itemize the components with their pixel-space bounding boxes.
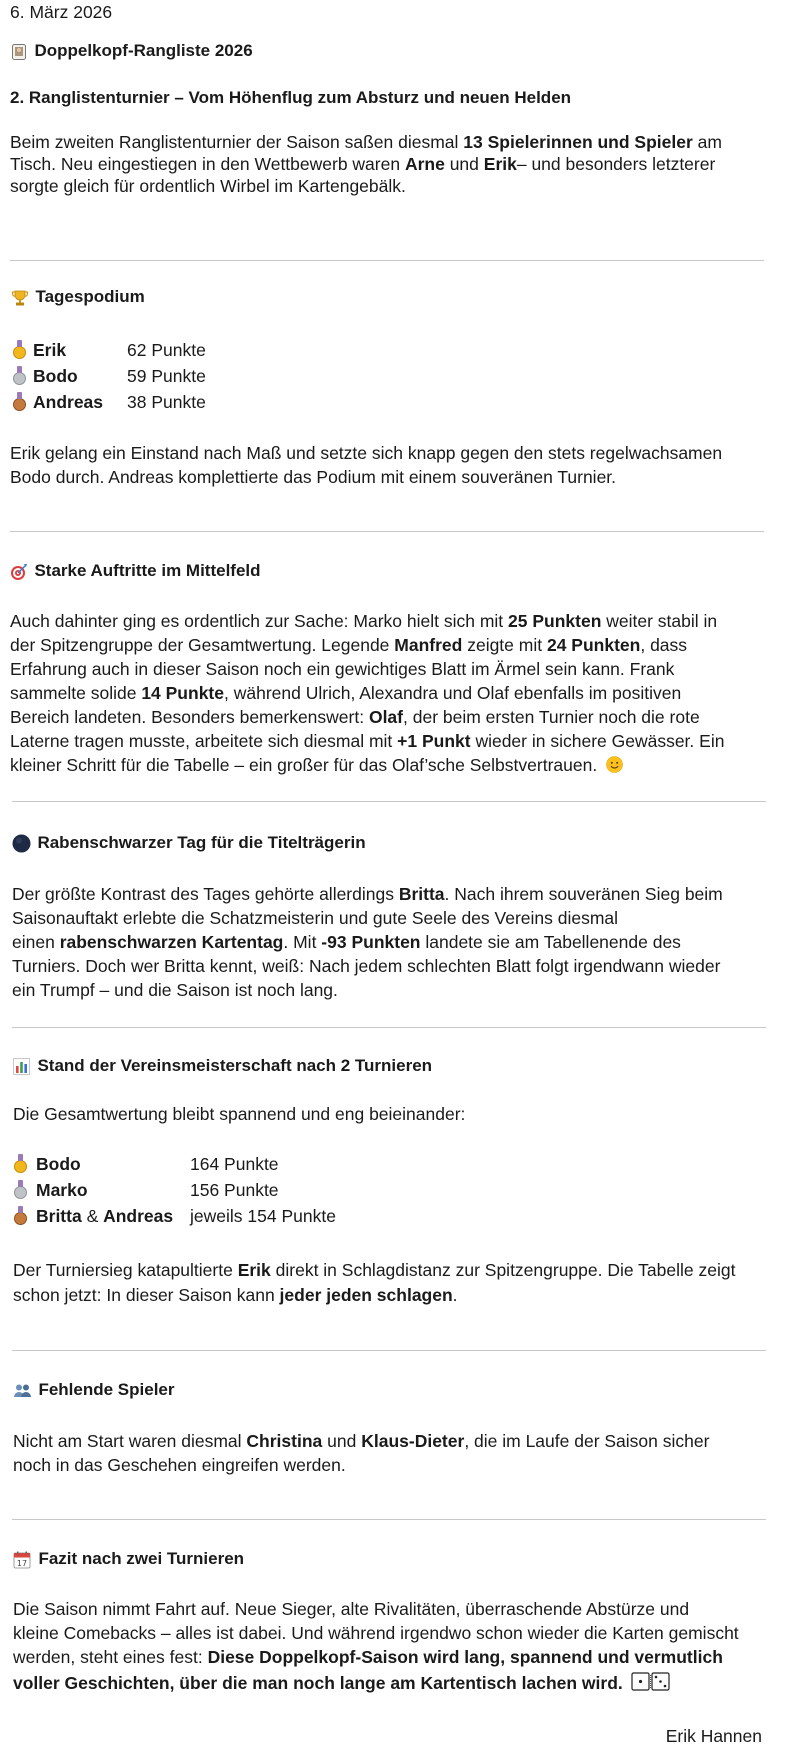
podium-text: Bodo durch. Andreas komplettierte das Podium mit einem souveränen Turnier. <box>10 467 617 487</box>
dark-text: Turniers. Doch wer Britta kennt, weiß: Nach jedem schlechten Blatt folgt irgendwann wieder <box>12 956 721 976</box>
divider <box>12 801 766 802</box>
dark-text: Saisonauftakt erlebte die Schatzmeisterin und gute Seele des Vereins diesmal <box>12 908 619 928</box>
standings-points: jeweils 154 Punkte <box>190 1206 336 1226</box>
standings-name: Marko <box>36 1180 88 1200</box>
mid-text: Laterne tragen musste, arbeitete sich diesmal mit +1 Punkt wieder in sichere Gewässer. Ein <box>10 731 725 751</box>
subtitle: 2. Ranglistenturnier – Vom Höhenflug zum Absturz und neuen Helden <box>10 88 572 107</box>
conclusion-heading: Fazit nach zwei Turnieren <box>38 1549 245 1568</box>
target-icon <box>10 563 28 581</box>
podium-points: 38 Punkte <box>127 392 206 412</box>
dark-text: Der größte Kontrast des Tages gehörte allerdings Britta. Nach ihrem souveränen Sieg beim <box>12 884 723 904</box>
dark-heading: Rabenschwarzer Tag für die Titelträgerin <box>37 833 366 852</box>
calendar-icon <box>13 1551 31 1569</box>
svg-text:17: 17 <box>16 1558 28 1568</box>
trophy-icon <box>11 289 29 307</box>
document-title: Doppelkopf-Rangliste 2026 <box>34 41 253 60</box>
title-line <box>11 41 253 61</box>
podium-heading-line <box>11 287 145 307</box>
mid-text: Auch dahinter ging es ordentlich zur Sache: Marko hielt sich mit 25 Punkten weiter stabil in <box>10 611 718 631</box>
podium-name: Bodo <box>33 366 78 386</box>
divider <box>12 1519 766 1520</box>
divider <box>10 531 764 532</box>
standings-intro: Die Gesamtwertung bleibt spannend und eng beieinander: <box>13 1104 466 1124</box>
smiley-icon <box>606 755 623 772</box>
date: 6. März 2026 <box>10 2 113 22</box>
intro-line: Tisch. Neu eingestiegen in den Wettbewerb waren Arne und Erik– und besonders letzterer <box>10 154 716 174</box>
podium-text: Erik gelang ein Einstand nach Maß und setzte sich knapp gegen den stets regelwachsamen <box>10 443 723 463</box>
conclusion-text: voller Geschichten, über die man noch lange am Kartentisch lachen wird. <box>13 1671 671 1695</box>
standings-text: schon jetzt: In dieser Saison kann jeder jeden schlagen. <box>13 1285 458 1305</box>
podium-name: Erik <box>33 340 67 360</box>
standings-name: Bodo <box>36 1154 81 1174</box>
bronze-medal-icon <box>13 398 26 411</box>
silver-medal-icon <box>14 1186 27 1199</box>
standings-heading-line <box>13 1056 432 1076</box>
intro-line: sorgte gleich für ordentlich Wirbel im Kartengebälk. <box>10 176 406 196</box>
divider <box>12 1027 766 1028</box>
mid-text: sammelte solide 14 Punkte, während Ulrich, Alexandra und Olaf ebenfalls im positiven <box>10 683 682 703</box>
mid-text: kleiner Schritt für die Tabelle – ein großer für das Olaf’sche Selbstvertrauen. <box>10 753 623 777</box>
silver-medal-icon <box>13 372 26 385</box>
conclusion-text: werden, steht eines fest: Diese Doppelkopf-Saison wird lang, spannend und vermutlich <box>13 1647 723 1667</box>
standings-points: 164 Punkte <box>190 1154 279 1174</box>
people-icon <box>13 1383 32 1399</box>
conclusion-text: kleine Comebacks – alles ist dabei. Und während irgendwo schon wieder die Karten gemischt <box>13 1623 739 1643</box>
standings-text: Der Turniersieg katapultierte Erik direkt in Schlagdistanz zur Spitzengruppe. Die Tabelle zeigt <box>13 1260 736 1280</box>
intro-line: Beim zweiten Ranglistenturnier der Saison saßen diesmal 13 Spielerinnen und Spieler am <box>10 132 722 152</box>
missing-heading: Fehlende Spieler <box>38 1380 175 1399</box>
missing-text: Nicht am Start waren diesmal Christina und Klaus-Dieter, die im Laufe der Saison sicher <box>13 1431 710 1451</box>
black-circle-icon <box>12 834 31 853</box>
conclusion-text: Die Saison nimmt Fahrt auf. Neue Sieger, alte Rivalitäten, überraschende Abstürze und <box>13 1599 690 1619</box>
author: Erik Hannen <box>665 1726 762 1746</box>
bar-chart-icon <box>13 1058 30 1075</box>
mid-text: Bereich landeten. Besonders bemerkenswert: Olaf, der beim ersten Turnier noch die rote <box>10 707 700 727</box>
divider <box>12 1350 766 1351</box>
dark-heading-line <box>12 833 366 853</box>
missing-text: noch in das Geschehen eingreifen werden. <box>13 1455 346 1475</box>
mid-heading-line <box>10 561 261 581</box>
podium-points: 62 Punkte <box>127 340 206 360</box>
gold-medal-icon <box>13 346 26 359</box>
standings-points: 156 Punkte <box>190 1180 279 1200</box>
dice-icon <box>631 1671 671 1691</box>
playing-card-icon <box>11 43 27 61</box>
conclusion-heading-line <box>13 1549 244 1569</box>
bronze-medal-icon <box>14 1212 27 1225</box>
standings-heading: Stand der Vereinsmeisterschaft nach 2 Turnieren <box>37 1056 433 1075</box>
standings-name: Britta & Andreas <box>36 1206 174 1226</box>
podium-name: Andreas <box>33 392 104 412</box>
gold-medal-icon <box>14 1160 27 1173</box>
podium-points: 59 Punkte <box>127 366 206 386</box>
divider <box>10 260 764 261</box>
mid-text: der Spitzengruppe der Gesamtwertung. Legende Manfred zeigte mit 24 Punkten, dass <box>10 635 688 655</box>
dark-text: einen rabenschwarzen Kartentag. Mit -93 Punkten landete sie am Tabellenende des <box>12 932 681 952</box>
podium-heading: Tagespodium <box>35 287 145 306</box>
mid-heading: Starke Auftritte im Mittelfeld <box>34 561 261 580</box>
missing-heading-line <box>13 1380 175 1400</box>
mid-text: Erfahrung auch in dieser Saison noch ein gewichtiges Blatt im Ärmel sein kann. Frank <box>10 659 675 679</box>
dark-text: ein Trumpf – und die Saison ist noch lang. <box>12 980 338 1000</box>
